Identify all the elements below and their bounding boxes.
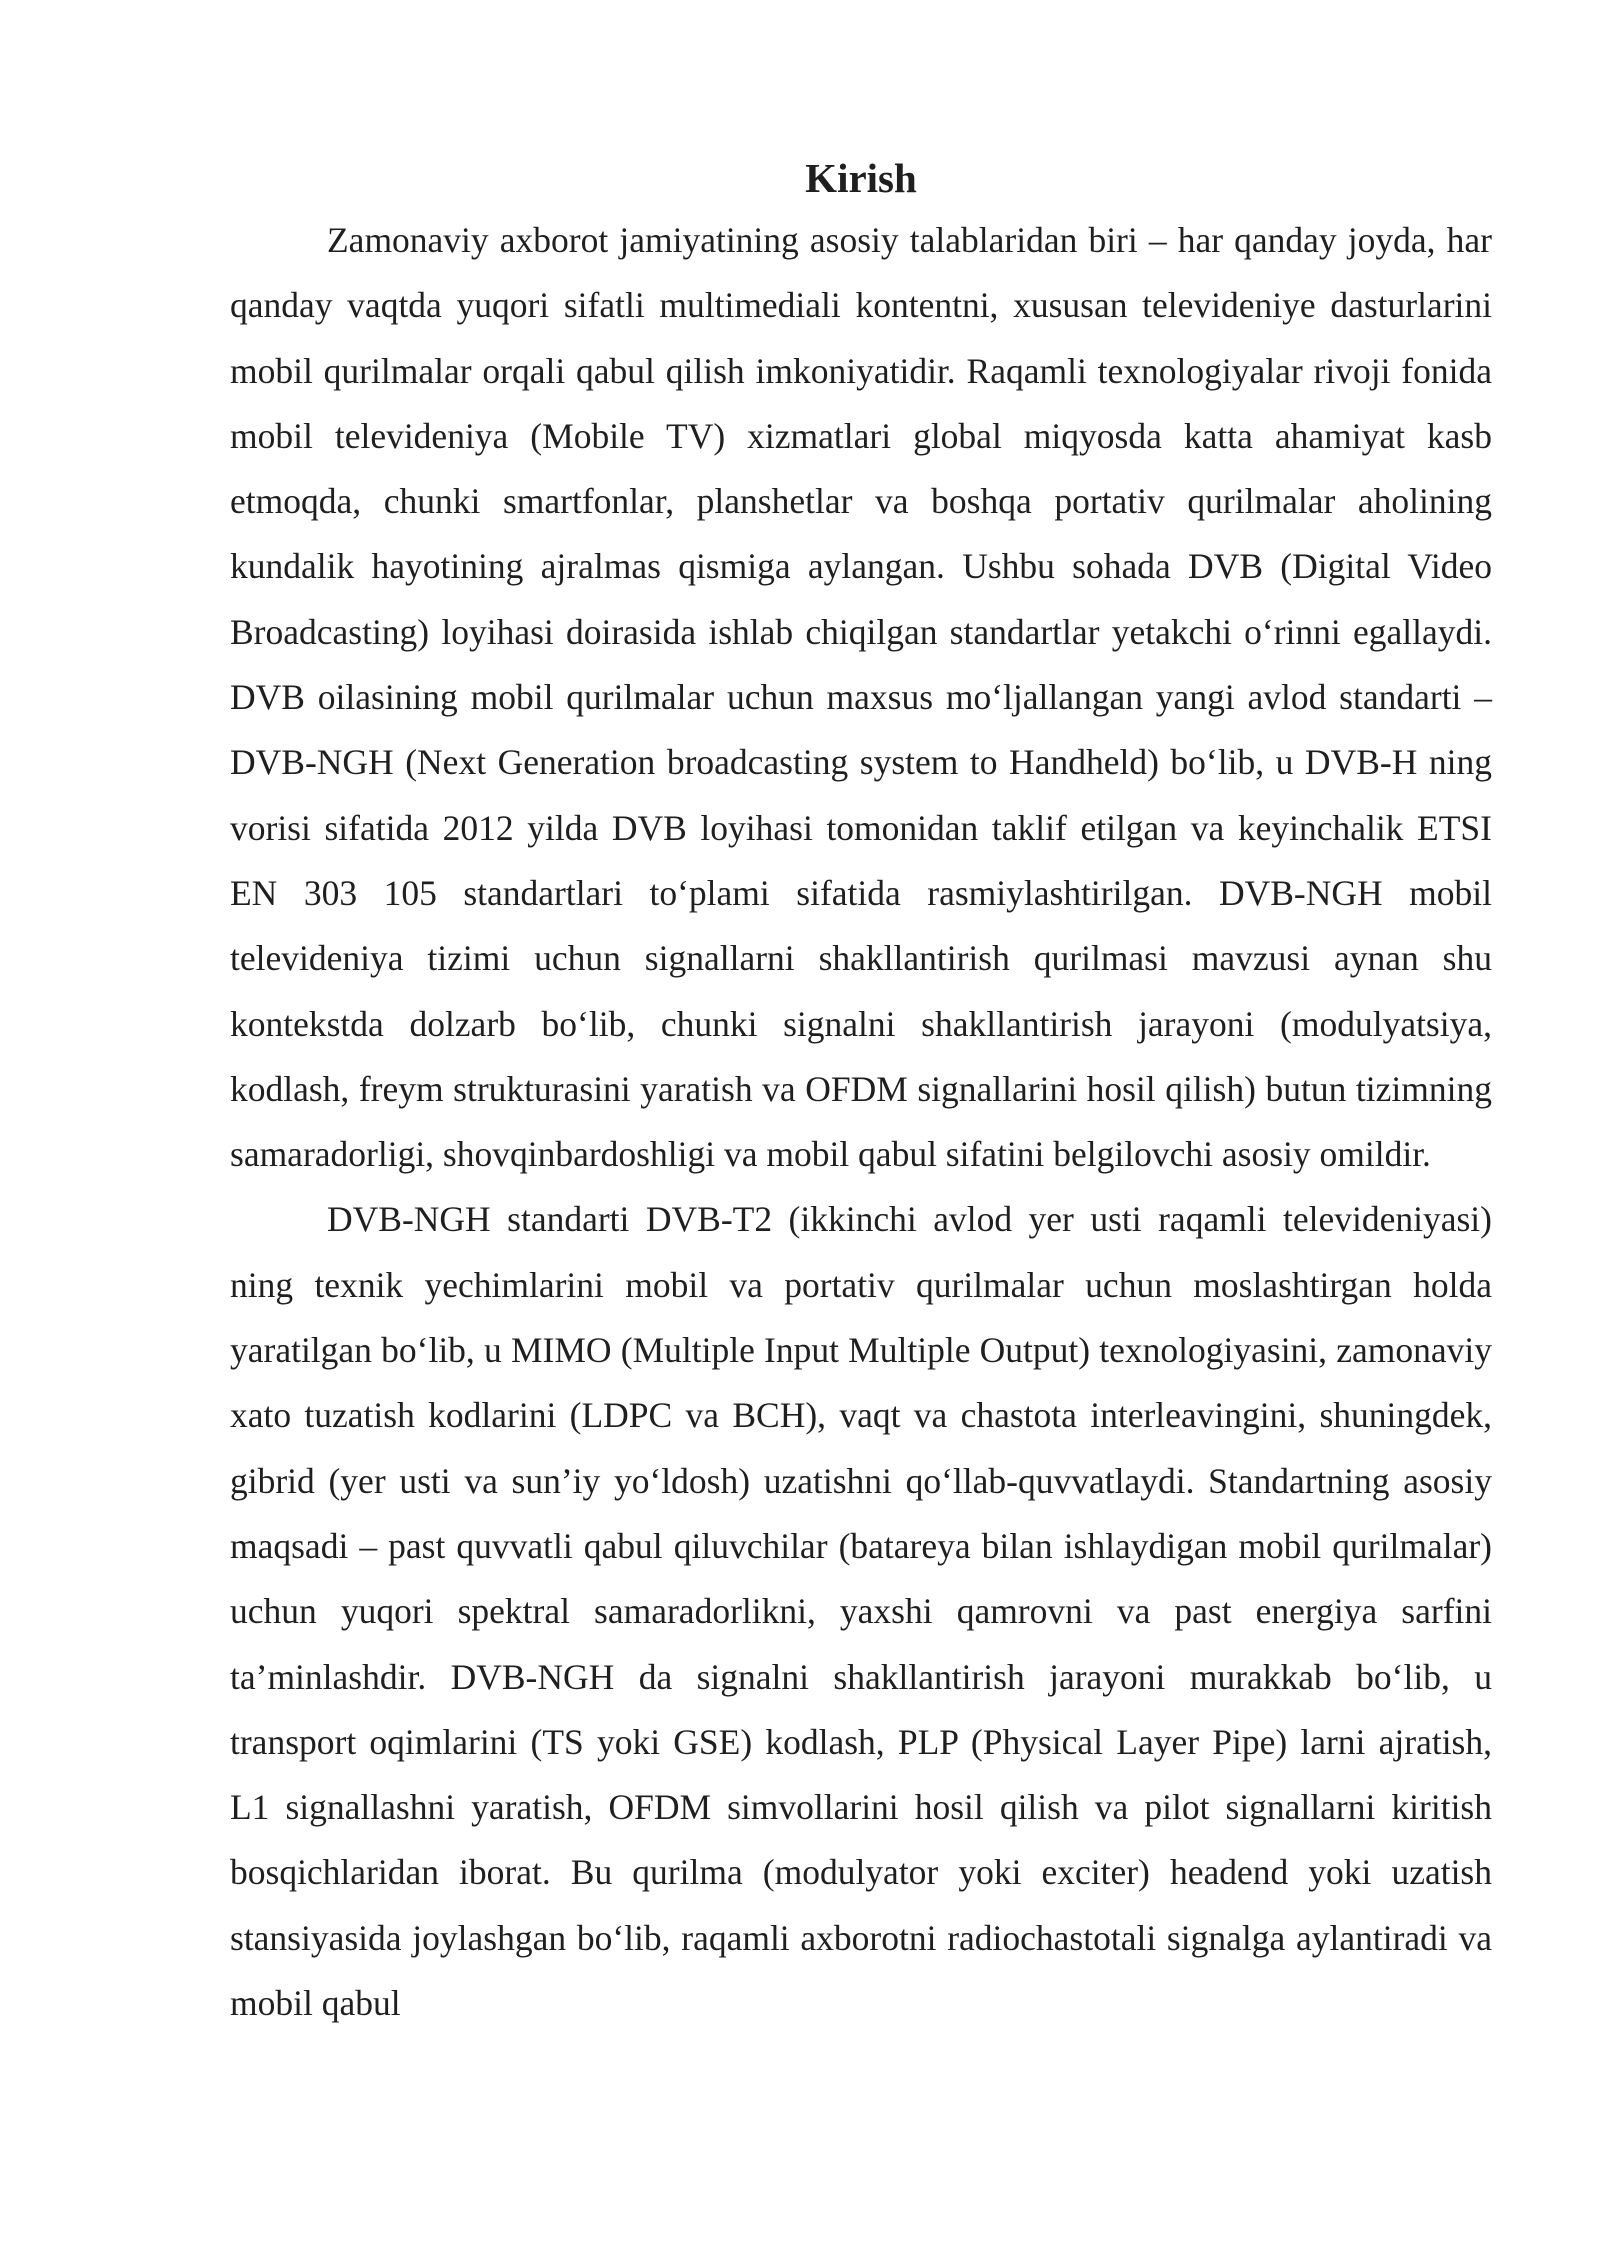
- page-title: Kirish: [805, 155, 917, 201]
- paragraph-1: Zamonaviy axborot jamiyatining asosiy talablaridan biri – har qanday joyda, har qanday vaqtda yuqori sifatli multimediali kontentni, xususan televideniye dasturlarini mobil qurilmalar orqali qabul qilish imkoniyatidir. Raqamli texnologiyalar rivoji fonida mobil televideniya (Mobile TV) xizmatlari global miqyosda katta ahamiyat kasb etmoqda, chunki smartfonlar, planshetlar va boshqa portativ qurilmalar aholining kundalik hayotining ajralmas qismiga aylangan. Ushbu sohada DVB (Digital Video Broadcasting) loyihasi doirasida ishlab chiqilgan standartlar yetakchi o‘rinni egallaydi. DVB oilasining mobil qurilmalar uchun maxsus mo‘ljallangan yangi avlod standarti – DVB-NGH (Next Generation broadcasting system to Handheld) bo‘lib, u DVB-H ning vorisi sifatida 2012 yilda DVB loyihasi tomonidan taklif etilgan va keyinchalik ETSI EN 303 105 standartlari to‘plami sifatida rasmiylashtirilgan. DVB-NGH mobil televideniya tizimi uchun signallarni shakllantirish qurilmasi mavzusi aynan shu kontekstda dolzarb bo‘lib, chunki signalni shakllantirish jarayoni (modulyatsiya, kodlash, freym strukturasini yaratish va OFDM signallarini hosil qilish) butun tizimning samaradorligi, shovqinbardoshligi va mobil qabul sifatini belgilovchi asosiy omildir.: [230, 220, 1492, 1175]
- paragraph-2: DVB-NGH standarti DVB-T2 (ikkinchi avlod yer usti raqamli televideniyasi) ning texnik yechimlarini mobil va portativ qurilmalar uchun moslashtirgan holda yaratilgan bo‘lib, u MIMO (Multiple Input Multiple Output) texnologiyasini, zamonaviy xato tuzatish kodlarini (LDPC va BCH), vaqt va chastota interleavingini, shuningdek, gibrid (yer usti va sun’iy yo‘ldosh) uzatishni qo‘llab-quvvatlaydi. Standartning asosiy maqsadi – past quvvatli qabul qiluvchilar (batareya bilan ishlaydigan mobil qurilmalar) uchun yuqori spektral samaradorlikni, yaxshi qamrovni va past energiya sarfini ta’minlashdir. DVB-NGH da signalni shakllantirish jarayoni murakkab bo‘lib, u transport oqimlarini (TS yoki GSE) kodlash, PLP (Physical Layer Pipe) larni ajratish, L1 signallashni yaratish, OFDM simvollarini hosil qilish va pilot signallarni kiritish bosqichlaridan iborat. Bu qurilma (modulyator yoki exciter) headend yoki uzatish stansiyasida joylashgan bo‘lib, raqamli axborotni radiochastotali signalga aylantiradi va mobil qabul: [230, 1199, 1492, 2024]
- document-body: [230, 148, 1492, 2036]
